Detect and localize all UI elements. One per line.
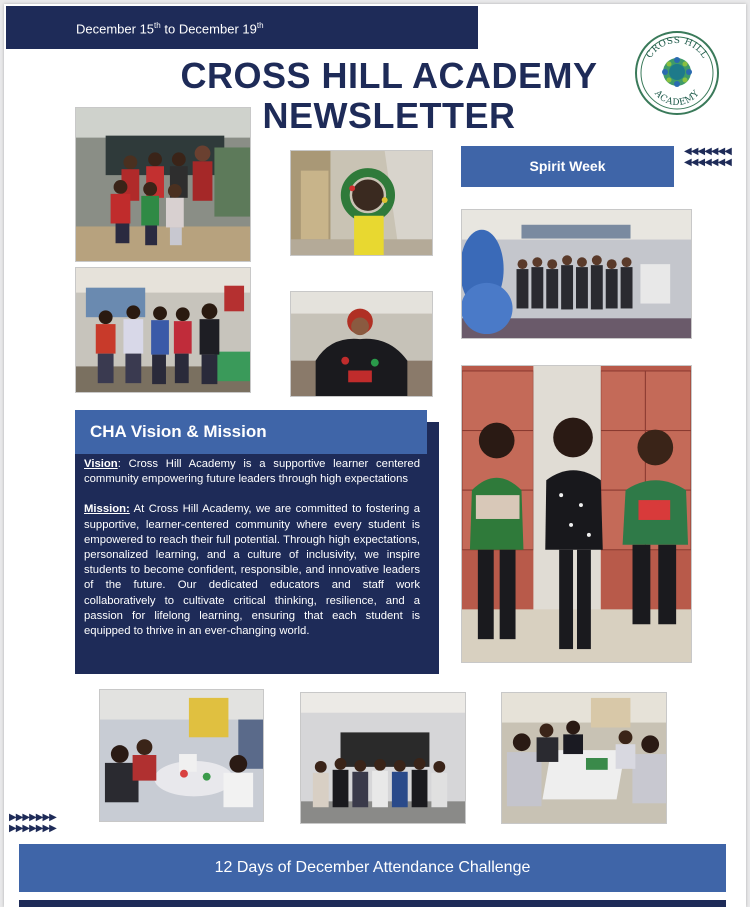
mission-body: At Cross Hill Academy, we are committed to fostering a supportive, learner-centered community where every student is empowered to reach their full potential. Through high expectations, personalized learning, and a culture of inclusivity, we inspire students to become confident, responsible, and innovative leaders of the future. Our dedicated educators and staff work collaboratively to cultivate critical thinking, resilience, and a passion for lifelong learning, ensuring that each student is equipped to thrive in an ever-changing world. xyxy=(84,503,420,638)
mission-label: Mission: xyxy=(84,503,130,516)
photo-hallway-wreath xyxy=(290,150,433,256)
date-end-suffix: th xyxy=(256,21,264,30)
attendance-challenge-banner: 12 Days of December Attendance Challenge xyxy=(19,844,726,892)
school-logo xyxy=(634,30,720,116)
date-start-day: December 15 xyxy=(76,21,155,37)
vision-body: : Cross Hill Academy is a supportive learner centered community empowering future leaders through high expectations xyxy=(84,458,420,486)
logo-top-text: CROSS HILL xyxy=(644,35,710,61)
date-end-day: December 19 xyxy=(178,21,257,37)
photo-cafeteria-table-1 xyxy=(99,689,264,822)
photo-spirit-week-class xyxy=(461,209,692,339)
arrow-decoration-left-icon: ▶▶▶▶▶▶▶ ▶▶▶▶▶▶▶ xyxy=(9,812,56,834)
vision-mission-text xyxy=(84,457,420,654)
vision-mission-heading: CHA Vision & Mission xyxy=(75,410,427,454)
photo-classroom-group-1 xyxy=(75,107,251,262)
newsletter-page xyxy=(4,4,746,907)
title-line-1: CROSS HILL ACADEMY xyxy=(180,55,598,96)
vision-label: Vision xyxy=(84,458,118,470)
arrow-decoration-icon: ◀◀◀◀◀◀◀ ◀◀◀◀◀◀◀ xyxy=(684,146,731,168)
logo-bottom-text: ACADEMY xyxy=(652,88,702,109)
photo-ugly-sweater xyxy=(290,291,433,397)
date-range-banner xyxy=(6,6,478,49)
date-start-suffix: th xyxy=(154,21,161,30)
photo-group-cafeteria xyxy=(300,692,466,824)
bottom-banner-bar xyxy=(19,900,726,907)
photo-classroom-group-2 xyxy=(75,267,251,393)
photo-cafeteria-table-2 xyxy=(501,692,667,824)
spirit-week-heading: Spirit Week xyxy=(461,146,674,187)
title-line-2: NEWSLETTER xyxy=(262,95,516,136)
date-to-word: to xyxy=(164,21,176,37)
photo-lockers-sweaters xyxy=(461,365,692,663)
